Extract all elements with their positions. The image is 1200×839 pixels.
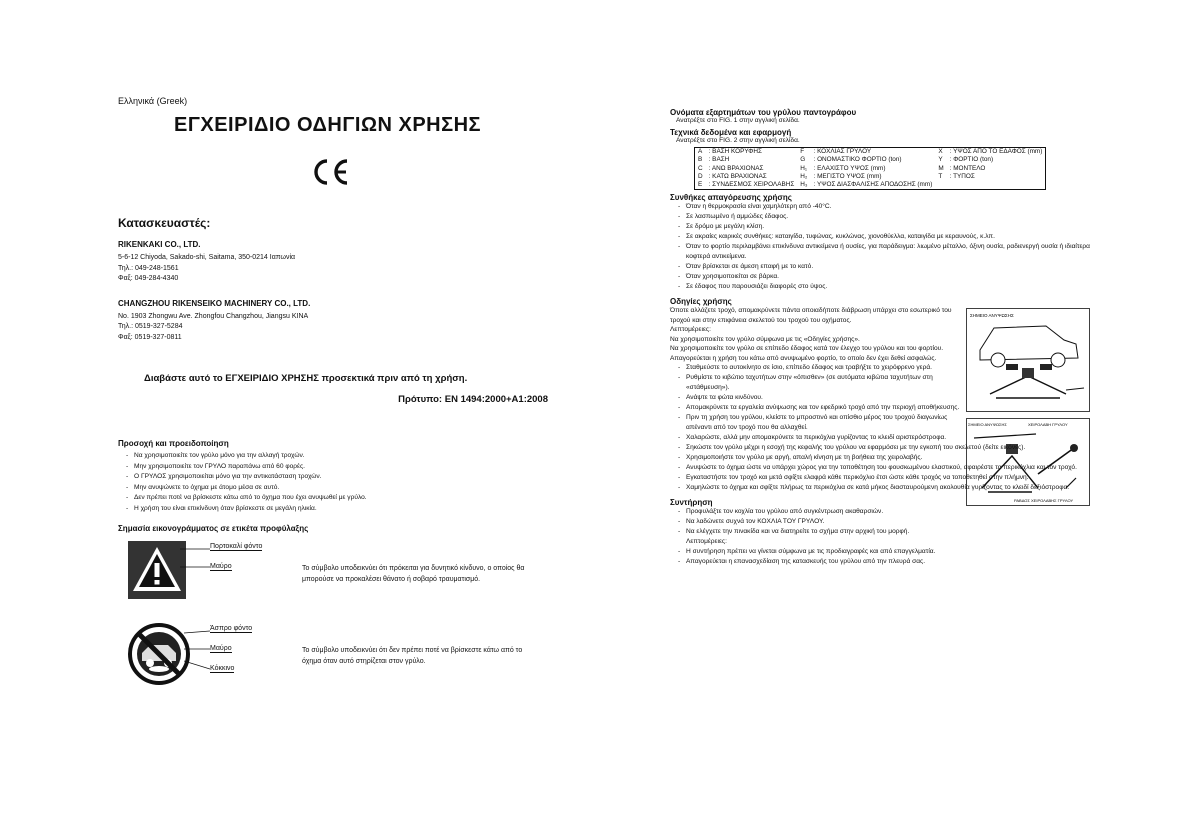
usage-intro: Όποτε αλλάζετε τροχό, απομακρύνετε πάντα οποιαδήποτε διάβρωση υπάρχει στο εσωτερικό του τροχού και στην επιφάνεια σκελετού του τροχού του οχήματος. — [670, 307, 952, 324]
prohibited-title: Συνθήκες απαγόρευσης χρήσης — [670, 193, 792, 203]
list-item: - Σε λασπωμένο ή αμμώδες έδαφος. — [678, 212, 1095, 222]
usage-details-label: Λεπτομέρειες: — [670, 326, 711, 334]
right-page — [670, 108, 1095, 567]
spec-row — [695, 181, 1046, 190]
spec-cell: : ΤΥΠΟΣ — [949, 172, 975, 180]
company-fax: Φαξ: 049-284-4340 — [118, 275, 179, 282]
spec-cell: : ΜΟΝΤΕΛΟ — [949, 164, 986, 172]
list-item: - Χρησιμοποιήστε τον γρύλο με αργή, απαλή κίνηση με τη βοήθεια της χειρολαβής. — [678, 453, 1095, 463]
symbol2-description: Το σύμβολο υποδεικνύει ότι δεν πρέπει ποτέ να βρίσκεστε κάτω από το όχημα όταν αυτό στηρίζεται στον γρύλο. — [302, 647, 523, 665]
list-item: - Ο ΓΡΥΛΟΣ χρησιμοποιείται μόνο για την αντικατάσταση τροχών. — [126, 472, 558, 483]
spec-cell: D — [698, 172, 703, 180]
spec-cell: : ΦΟΡΤΙΟ (ton) — [949, 156, 994, 164]
list-item: - Σε έδαφος που παρουσιάζει διαφορές στο ύψος. — [678, 282, 1095, 292]
symbol2-red-label: Κόκκινο — [210, 665, 235, 672]
spec-cell: : ΜΕΓΙΣΤΟ ΥΨΟΣ (mm) — [813, 172, 882, 180]
company-1 — [118, 240, 558, 285]
caution-list — [118, 451, 558, 514]
spec-row — [695, 173, 1046, 181]
usage-text — [670, 306, 958, 363]
spec-table — [694, 147, 1046, 190]
spec-cell: H₃ — [800, 181, 808, 189]
maintenance-list — [670, 507, 1095, 537]
spec-cell: C — [698, 164, 703, 172]
list-item: - Απαγορεύεται η επανασχεδίαση της κατασκευής του γρύλου από την πλευρά σας. — [678, 557, 1095, 567]
standard-line: Πρότυπο: EN 1494:2000+A1:2008 — [398, 394, 548, 405]
ce-mark-icon — [310, 157, 350, 187]
spec-cell: : ΚΟΧΛΙΑΣ ΓΡΥΛΟΥ — [813, 148, 872, 155]
spec-cell: : ΑΝΩ ΒΡΑΧΙΟΝΑΣ — [708, 164, 764, 172]
list-item: - Όταν η θερμοκρασία είναι χαμηλότερη από -40°C. — [678, 202, 1095, 212]
fig2-label-right: ΧΕΙΡΟΛΑΒΗ ΓΡΥΛΟΥ — [1028, 422, 1068, 428]
fig2-label-bottom: ΡΑΒΔΟΣ ΧΕΙΡΟΛΑΒΗΣ ΓΡΥΛΟΥ — [1014, 498, 1074, 504]
warning-triangle-icon — [128, 541, 186, 599]
list-item: - Πριν τη χρήση του γρύλου, κλείστε το μπροστινό και οπίσθιο μέρος του τροχού διαγωνίως απέναντι από τον τροχό που θα αλλαχθεί. — [678, 413, 966, 433]
company-tel: Τηλ.: 0519-327-5284 — [118, 323, 183, 330]
usage-title: Οδηγίες χρήσης — [670, 297, 732, 307]
symbols-title: Σημασία εικονογράμματος σε ετικέτα προφύλαξης — [118, 524, 309, 533]
company-name: CHANGZHOU RIKENSEIKO MACHINERY CO., LTD. — [118, 298, 311, 308]
list-item: - Η συντήρηση πρέπει να γίνεται σύμφωνα με τις προδιαγραφές και από επαγγελματία. — [678, 547, 1095, 557]
list-item: - Μην ανυψώνετε το όχημα με άτομο μέσα σε αυτό. — [126, 483, 558, 494]
usage-p3: Να χρησιμοποιείτε τον γρύλο σε επίπεδο έδαφος κατά τον έλεγχο του γρύλου και του φορτίου. — [670, 345, 944, 353]
list-item: - Όταν βρίσκεται σε άμεση επαφή με το κατό. — [678, 262, 1095, 272]
company-tel: Τηλ.: 049-248-1561 — [118, 264, 179, 272]
maintenance-details-label: Λεπτομέρειες: — [686, 538, 727, 546]
symbol2-bg-label: Άσπρο φόντο — [210, 625, 253, 632]
spec-cell: : ΒΑΣΗ ΚΟΡΥΦΗΣ — [708, 148, 762, 155]
list-item: - Να χρησιμοποιείτε τον γρύλο μόνο για την αλλαγή τροχών. — [126, 451, 558, 462]
list-item: - Απομακρύνετε τα εργαλεία ανύψωσης και τον εφεδρικό τροχό από την περιοχή αποθήκευσης. — [678, 403, 966, 413]
no-under-vehicle-icon — [128, 623, 190, 685]
spec-cell: G — [800, 156, 806, 164]
read-notice: Διαβάστε αυτό το ΕΓΧΕΙΡΙΔΙΟ ΧΡΗΣΗΣ προσεκτικά πριν από τη χρήση. — [144, 373, 468, 384]
symbol1-description: Το σύμβολο υποδεικνύει ότι πρόκειται για δυνητικό κίνδυνο, ο οποίος θα μπορούσε να προκαλέσει θάνατο ή σοβαρό τραυματισμό. — [302, 565, 525, 583]
parts-title: Ονόματα εξαρτημάτων του γρύλου παντογράφου — [670, 108, 857, 117]
list-item: - Όταν χρησιμοποιείται σε βάρκα. — [678, 272, 1095, 282]
list-item: - Σηκώστε τον γρύλο μέχρι η εσοχή της κεφαλής του γρύλου να εφαρμόσει με την εγκοπή του σκελετού (δείτε εικόνες). — [678, 443, 1095, 453]
list-item: - Όταν το φορτίο περιλαμβάνει επικίνδυνα αντικείμενα ή ουσίες, για παράδειγμα: λιωμένο μέταλλο, όξινη ουσία, ραδιενεργή ουσία ή ιδιαίτερα κοφτερά αντικείμενα. — [678, 242, 1095, 262]
fig1-label: ΣΗΜΕΙΟ ΑΝΥΨΩΣΗΣ — [970, 313, 1014, 319]
spec-cell — [947, 181, 1046, 190]
spec-cell: : ΕΛΑΧΙΣΤΟ ΥΨΟΣ (mm) — [813, 164, 886, 172]
lifting-point-figure-1 — [966, 308, 1090, 412]
spec-cell — [935, 181, 946, 190]
company-address: No. 1903 Zhongwu Ave. Zhongfou Changzhou, Jiangsu ΚΙΝΑ — [118, 312, 309, 320]
list-item: - Ανυψώστε το όχημα ώστε να υπάρχει χώρος για την τοποθέτηση του φουσκωμένου ελαστικού, αφαιρέστε τα περικόχλια και τον τροχό. — [678, 463, 1095, 473]
caution-title: Προσοχή και προειδοποίηση — [118, 439, 229, 448]
spec-cell: : ΒΑΣΗ — [708, 156, 730, 164]
leader-lines — [184, 629, 210, 671]
spec-cell: X — [938, 148, 943, 155]
spec-row — [695, 165, 1046, 173]
specs-note: Ανατρέξτε στο FIG. 2 στην αγγλική σελίδα. — [676, 137, 800, 144]
list-item: - Προφυλάξτε τον κοχλία του γρύλου από συγκέντρωση ακαθαρσιών. — [678, 507, 1095, 517]
spec-cell: Y — [938, 156, 943, 164]
list-item: - Ανάψτε τα φώτα κινδύνου. — [678, 393, 966, 403]
spec-cell: : ΥΨΟΣ ΑΠΟ ΤΟ ΕΔΑΦΟΣ (mm) — [949, 148, 1043, 155]
no-under-vehicle-symbol-block — [118, 623, 558, 701]
left-page — [118, 96, 558, 701]
list-item: - Σταθμεύστε το αυτοκίνητο σε ίσιο, επίπεδο έδαφος και τραβήξτε το χειρόφρενο γερά. — [678, 363, 966, 373]
language-label: Ελληνικά (Greek) — [118, 96, 188, 106]
usage-p4: Απαγορεύεται η χρήση του κάτω από ανυψωμένο φορτίο, το οποίο δεν έχει δεθεί ασφαλώς. — [670, 354, 937, 362]
leader-lines — [180, 547, 210, 571]
spec-cell: : ΥΨΟΣ ΔΙΑΣΦΑΛΙΣΗΣ ΑΠΟΔΟΣΗΣ (mm) — [813, 181, 933, 189]
symbol1-fg-label: Μαύρο — [210, 563, 232, 570]
spec-cell: F — [800, 148, 805, 155]
company-fax: Φαξ: 0519-327-0811 — [118, 333, 182, 341]
fig2-label-left: ΣΗΜΕΙΟ ΑΝΥΨΩΣΗΣ — [968, 422, 1007, 428]
list-item: - Σε ακραίες καιρικές συνθήκες: καταιγίδα, τυφώνας, κυκλώνας, χιονοθύελλα, καταιγίδα με κεραυνούς, κ.λπ. — [678, 232, 1095, 242]
maintenance-list-2 — [670, 547, 1095, 567]
list-item: - Μην χρησιμοποιείτε τον ΓΡΥΛΟ παραπάνω από 60 φορές. — [126, 462, 558, 473]
spec-cell: M — [938, 164, 944, 172]
spec-cell: A — [698, 148, 703, 155]
symbol1-bg-label: Πορτοκαλί φόντο — [210, 543, 263, 550]
company-2 — [118, 299, 558, 344]
list-item: - Η χρήση του είναι επικίνδυνη όταν βρίσκεστε σε μεγάλη ηλικία. — [126, 504, 558, 515]
warning-symbol-block — [118, 541, 558, 619]
list-item: - Σε δρόμο με μεγάλη κλίση. — [678, 222, 1095, 232]
spec-cell: : ΚΑΤΩ ΒΡΑΧΙΟΝΑΣ — [708, 172, 767, 180]
manual-title: ΕΓΧΕΙΡΙΔΙΟ ΟΔΗΓΙΩΝ ΧΡΗΣΗΣ — [174, 114, 482, 136]
list-item: - Χαμηλώστε το όχημα και σφίξτε πλήρως τα περικόχλια σε κατά μήκος διασταυρούμενη ακολουθία γυρίζοντας το κλειδί δεξιόστροφα. — [678, 483, 1095, 493]
spec-cell: H₁ — [800, 164, 808, 172]
prohibited-list — [670, 202, 1095, 292]
spec-row — [695, 148, 1046, 157]
list-item: - Να ελέγχετε την πινακίδα και να διατηρείτε το σχήμα στην αρχική του μορφή. — [678, 527, 1095, 537]
company-address: 5-6-12 Chiyoda, Sakado-shi, Saitama, 350-0214 Ιαπωνία — [118, 254, 296, 261]
list-item: - Εγκαταστήστε τον τροχό και μετά σφίξτε ελαφρά κάθε περικόχλιο έτσι ώστε κάθε τροχός να τοποθετηθεί στην πλήμνη. — [678, 473, 1095, 483]
spec-cell: T — [938, 172, 943, 180]
specs-title: Τεχνικά δεδομένα και εφαρμογή — [670, 128, 792, 137]
spec-cell: H₂ — [800, 172, 808, 180]
manufacturers-heading: Κατασκευαστές: — [118, 216, 211, 230]
parts-note: Ανατρέξτε στο FIG. 1 στην αγγλική σελίδα. — [676, 117, 800, 124]
maintenance-title: Συντήρηση — [670, 498, 713, 508]
spec-cell: : ΣΥΝΔΕΣΜΟΣ ΧΕΙΡΟΛΑΒΗΣ — [708, 181, 795, 189]
spec-cell: B — [698, 156, 703, 164]
list-item: - Δεν πρέπει ποτέ να βρίσκεστε κάτω από το όχημα που έχει ανυψωθεί με γρύλο. — [126, 493, 558, 504]
list-item: - Ρυθμίστε το κιβώτιο ταχυτήτων στην «όπισθεν» (σε αυτόματα κιβώτια ταχυτήτων στη «στάθμευση»). — [678, 373, 966, 393]
company-name: RIKENKAKI CO., LTD. — [118, 240, 201, 249]
spec-row — [695, 156, 1046, 164]
spec-cell: : ΟΝΟΜΑΣΤΙΚΟ ΦΟΡΤΙΟ (ton) — [813, 156, 902, 164]
list-item: - Να λαδώνετε συχνά τον ΚΟΧΛΙΑ ΤΟΥ ΓΡΥΛΟΥ. — [678, 517, 1095, 527]
spec-cell: E — [698, 181, 703, 189]
list-item: - Χαλαρώστε, αλλά μην απομακρύνετε τα περικόχλια γυρίζοντας το κλειδί αριστερόστροφα. — [678, 433, 966, 443]
usage-p2: Να χρησιμοποιείτε τον γρύλο σύμφωνα με τις «Οδηγίες χρήσης». — [670, 335, 860, 343]
symbol2-fg-label: Μαύρο — [210, 645, 232, 652]
